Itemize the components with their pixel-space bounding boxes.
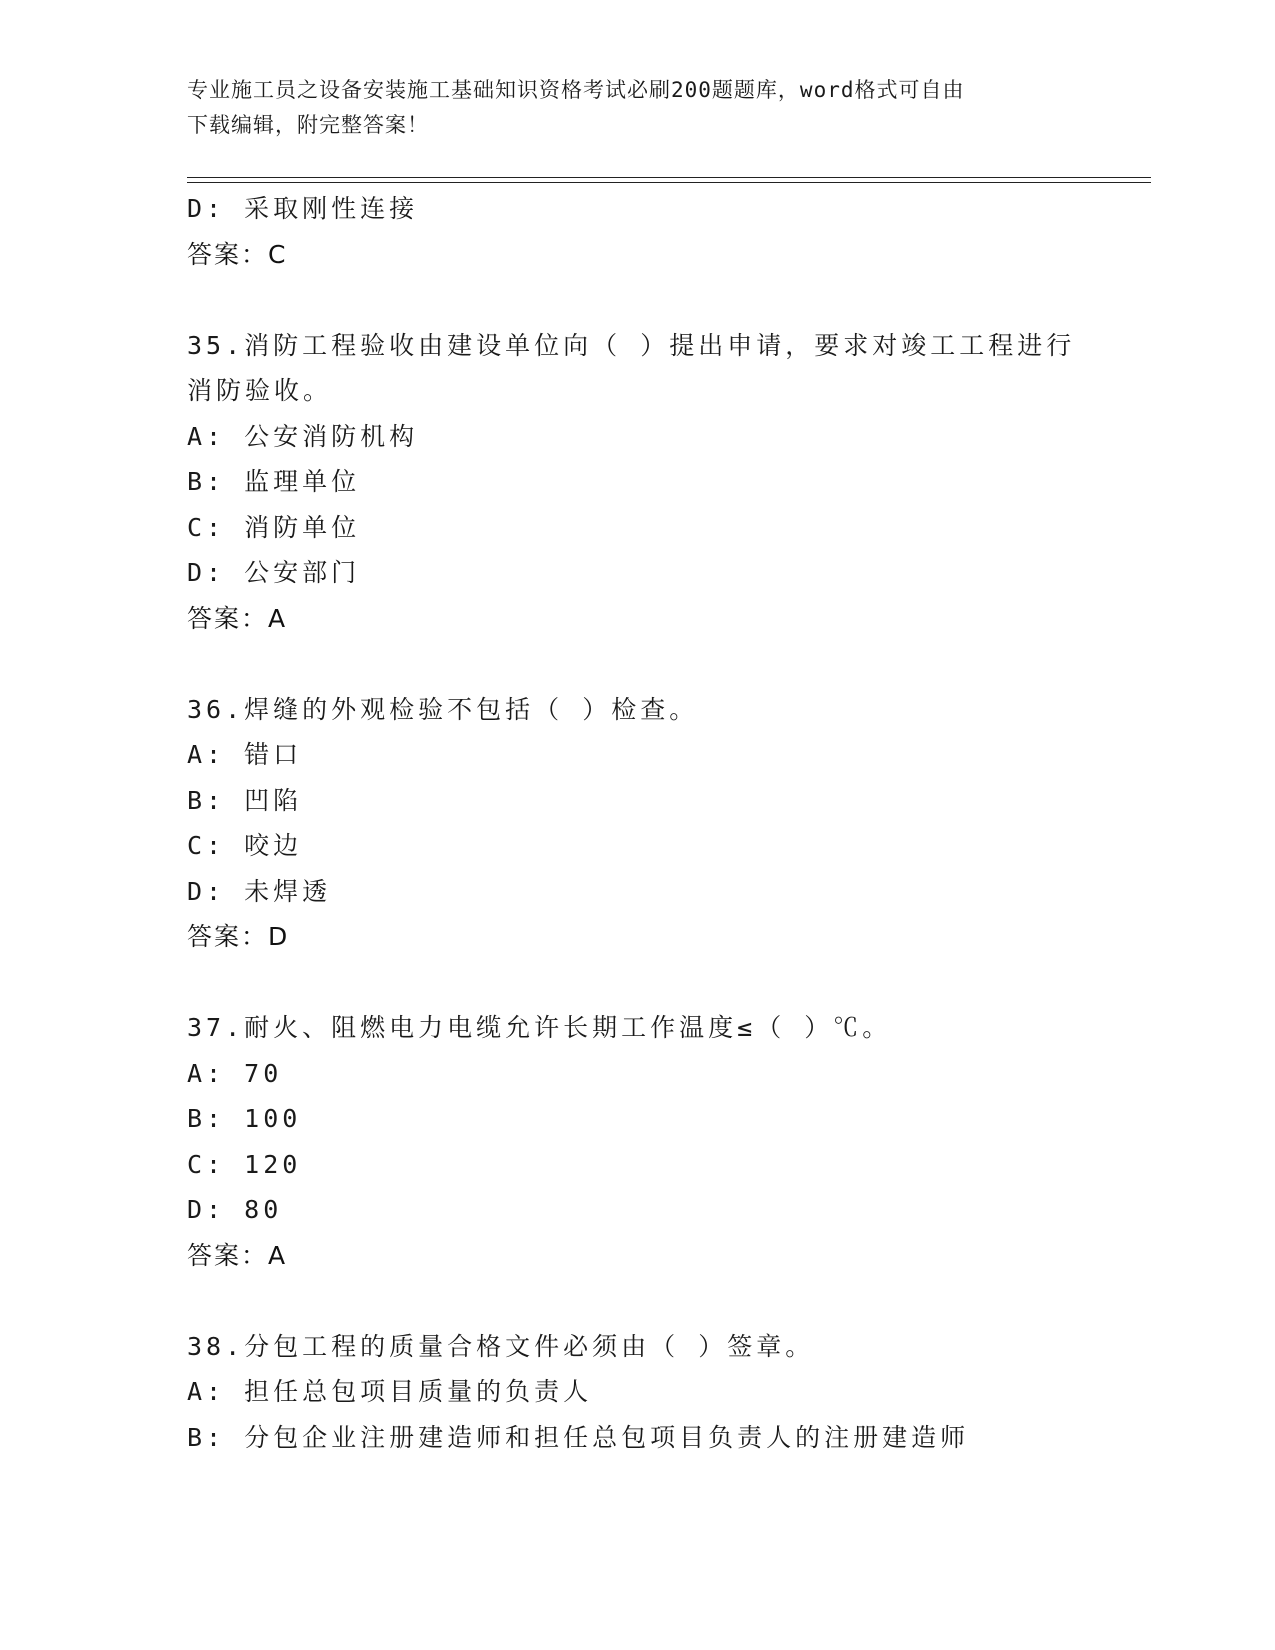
- option-a: A: 错口: [187, 740, 303, 769]
- spacer: [187, 641, 1087, 687]
- option-a: A: 担任总包项目质量的负责人: [187, 1377, 593, 1406]
- option-a: A: 公安消防机构: [187, 421, 419, 451]
- answer: 答案：A: [187, 1240, 288, 1270]
- option-b: B: 监理单位: [187, 467, 361, 496]
- spacer: [187, 277, 1087, 323]
- option-b: B: 凹陷: [187, 785, 303, 815]
- option-d: D: 公安部门: [187, 558, 361, 587]
- header-line-2: 下载编辑，附完整答案！: [187, 113, 429, 137]
- option-d: D: 采取刚性连接: [187, 194, 419, 223]
- question-list: [187, 186, 1087, 1460]
- option-c: C: 消防单位: [187, 512, 361, 542]
- option-c: C: 120: [187, 1149, 302, 1179]
- document-header: [187, 73, 1067, 143]
- spacer: [187, 1278, 1087, 1324]
- question-stem: 38.分包工程的质量合格文件必须由（ ）签章。: [187, 1331, 815, 1361]
- question-stem: 35.消防工程验收由建设单位向（ ）提出申请，要求对竣工工程进行: [187, 330, 1076, 360]
- header-line-1: 专业施工员之设备安装施工基础知识资格考试必刷200题题库，word格式可自由: [187, 78, 965, 102]
- option-d: D: 未焊透: [187, 876, 332, 906]
- answer: 答案：D: [187, 922, 290, 951]
- answer: 答案：A: [187, 603, 288, 633]
- answer: 答案：C: [187, 239, 288, 269]
- question-stem: 37.耐火、阻燃电力电缆允许长期工作温度≤（ ）℃。: [187, 1013, 892, 1042]
- option-d: D: 80: [187, 1195, 283, 1224]
- option-b: B: 100: [187, 1104, 302, 1133]
- option-b: B: 分包企业注册建造师和担任总包项目负责人的注册建造师: [187, 1422, 970, 1452]
- header-divider-top: [187, 177, 1151, 178]
- question-stem: 36.焊缝的外观检验不包括（ ）检查。: [187, 694, 699, 724]
- option-c: C: 咬边: [187, 831, 303, 860]
- header-divider-bottom: [187, 182, 1151, 183]
- spacer: [187, 960, 1087, 1006]
- option-a: A: 70: [187, 1058, 283, 1088]
- question-stem-continued: 消防验收。: [187, 376, 333, 405]
